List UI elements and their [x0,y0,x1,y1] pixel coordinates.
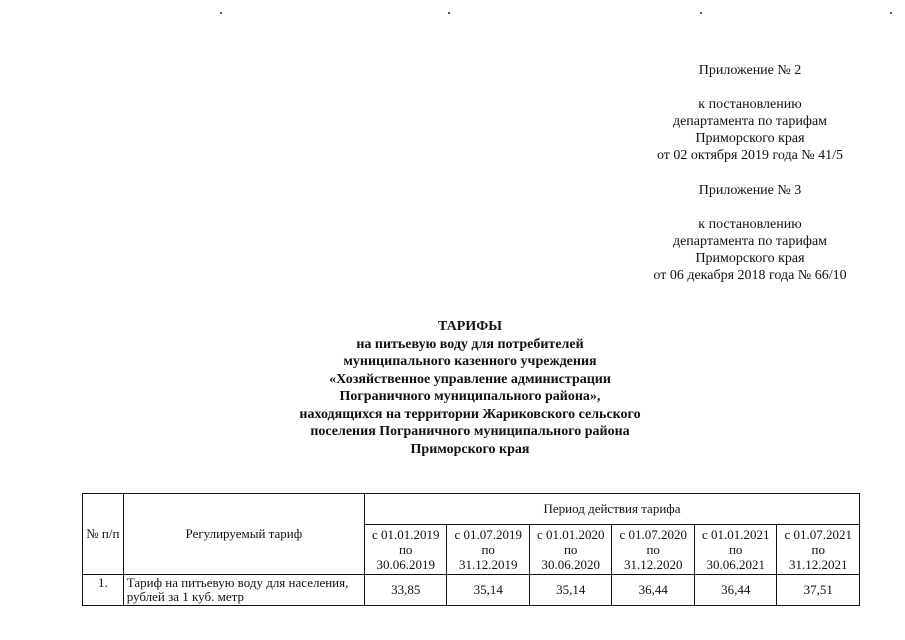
title-line: находящихся на территории Жариковского сельского [299,406,641,422]
title-line: поселения Пограничного муниципального района [310,424,630,439]
period-from: с 01.01.2020 [536,527,605,542]
period-header [612,525,695,575]
tariff-value: 35,14 [447,575,530,606]
annex-2-line: департамента по тарифам [672,114,828,129]
annex-3-line: от 06 декабря 2018 года № 66/10 [653,268,847,283]
annex-3-title: Приложение № 3 [698,183,802,198]
col-num-header: № п/п [83,494,124,575]
period-from: с 01.07.2020 [619,527,687,542]
row-number: 1. [83,575,124,606]
period-from: с 01.07.2019 [454,527,522,542]
period-from: с 01.01.2019 [371,527,440,542]
period-to: 30.06.2019 [376,557,435,572]
col-period-header: Период действия тарифа [364,494,859,525]
annex-3-line: к постановлению [698,217,802,232]
period-to: 31.12.2019 [458,557,518,572]
period-to: 30.06.2021 [706,557,765,572]
period-mid: по [728,542,743,557]
annex-2-line: Приморского края [695,131,805,146]
table-row [83,575,860,606]
period-header [364,525,447,575]
row-name: Тариф на питьевую воду для населения, рублей за 1 куб. метр [123,575,364,606]
tariff-value: 33,85 [364,575,447,606]
annex-3-line: департамента по тарифам [672,234,828,249]
period-mid: по [563,542,578,557]
annex-2-line: от 02 октября 2019 года № 41/5 [656,148,844,163]
period-header [529,525,612,575]
period-mid: по [646,542,660,557]
tariff-table [82,493,860,606]
period-from: с 01.07.2021 [784,527,852,542]
annex-3-line: Приморского края [695,251,805,266]
tariff-value: 36,44 [694,575,777,606]
scan-speck [448,12,450,14]
title-line: Приморского края [410,441,530,457]
period-to: 31.12.2020 [623,557,683,572]
period-to: 30.06.2020 [541,557,600,572]
period-header [777,525,860,575]
annex-3-block [640,182,860,284]
period-mid: по [398,542,413,557]
title-line: на питьевую воду для потребителей [356,336,584,352]
period-to: 31.12.2021 [788,557,848,572]
annex-2-title: Приложение № 2 [698,63,802,78]
period-header [694,525,777,575]
title-line: муниципального казенного учреждения [343,354,597,369]
tariff-value: 35,14 [529,575,612,606]
tariff-value: 36,44 [612,575,695,606]
document-title [240,318,700,458]
title-line: Пограничного муниципального района», [339,389,601,404]
scan-speck [220,12,222,14]
scan-speck [700,12,702,14]
annex-2-line: к постановлению [698,97,802,112]
period-header [447,525,530,575]
col-name-header: Регулируемый тариф [123,494,364,575]
title-heading: ТАРИФЫ [438,319,502,334]
period-mid: по [481,542,495,557]
table-header-row [83,494,860,525]
period-from: с 01.01.2021 [701,527,770,542]
scan-speck [890,12,892,14]
period-mid: по [811,542,825,557]
annex-2-block [640,62,860,164]
title-line: «Хозяйственное управление администрации [329,371,611,387]
tariff-value: 37,51 [777,575,860,606]
